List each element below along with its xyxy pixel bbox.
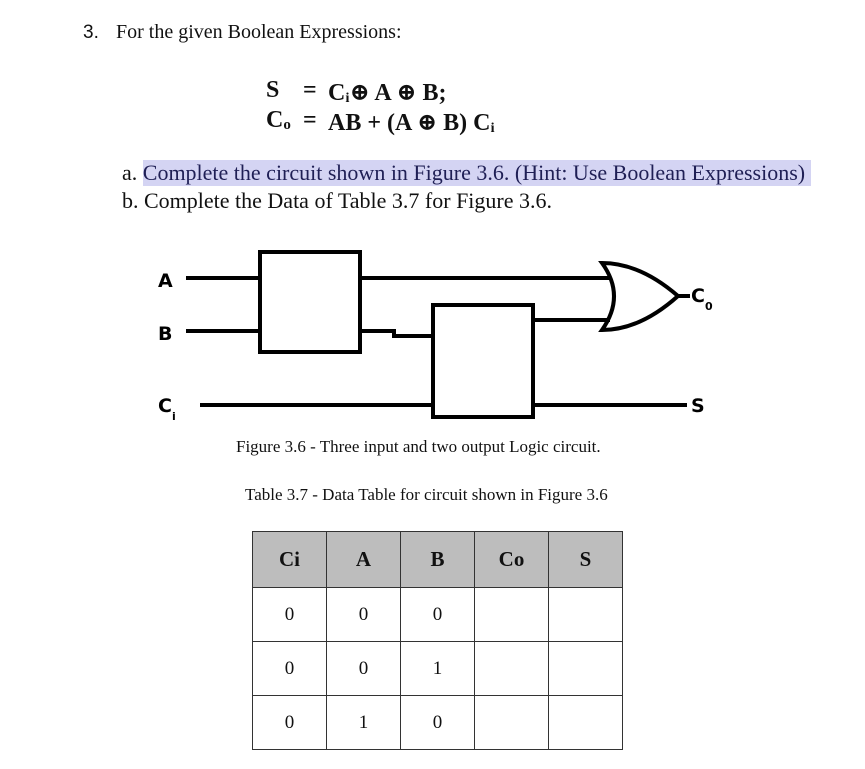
cell-s[interactable]: [549, 588, 623, 642]
output-label-co: C: [691, 285, 705, 307]
cell-s[interactable]: [549, 642, 623, 696]
cell-a: 0: [327, 642, 401, 696]
input-label-a: A: [158, 270, 173, 292]
cell-b: 1: [401, 642, 475, 696]
header-s: S: [549, 532, 623, 588]
or-gate-icon: [602, 263, 678, 330]
header-co: Co: [475, 532, 549, 588]
cell-ci: 0: [253, 642, 327, 696]
cell-s[interactable]: [549, 696, 623, 750]
cell-co[interactable]: [475, 642, 549, 696]
cell-b: 0: [401, 696, 475, 750]
logic-circuit-diagram: [140, 250, 740, 425]
part-a-instruction: a. Complete the circuit shown in Figure 3.6. (Hint: Use Boolean Expressions): [122, 160, 811, 186]
question-number: 3.: [83, 22, 99, 43]
part-b-instruction: b. Complete the Data of Table 3.7 for Figure 3.6.: [122, 188, 553, 213]
highlighted-text: Complete the circuit shown in Figure 3.6. (Hint: Use Boolean Expressions): [143, 160, 811, 186]
header-ci: Ci: [253, 532, 327, 588]
table-row: [253, 642, 623, 696]
equation-equals: =: [303, 77, 317, 103]
cell-co[interactable]: [475, 696, 549, 750]
cell-b: 0: [401, 588, 475, 642]
cell-ci: 0: [253, 696, 327, 750]
cell-ci: 0: [253, 588, 327, 642]
table-caption: Table 3.7 - Data Table for circuit shown in Figure 3.6: [245, 485, 608, 504]
empty-gate-box-1: [260, 252, 360, 352]
table-row: [253, 588, 623, 642]
output-label-s: S: [691, 395, 705, 417]
cell-a: 1: [327, 696, 401, 750]
equation-rhs: Cᵢ⊕ A ⊕ B;: [328, 80, 447, 106]
figure-caption: Figure 3.6 - Three input and two output Logic circuit.: [236, 437, 601, 456]
cell-co[interactable]: [475, 588, 549, 642]
table-row: [253, 696, 623, 750]
cell-a: 0: [327, 588, 401, 642]
equation-equals: =: [303, 107, 317, 133]
input-label-ci: C: [158, 395, 172, 417]
equation-rhs: AB + (A ⊕ B) Cᵢ: [328, 110, 495, 136]
wire-box1-to-box2: [360, 331, 433, 336]
empty-gate-box-2: [433, 305, 533, 417]
equation-lhs: S: [266, 77, 280, 103]
question-prompt: For the given Boolean Expressions:: [116, 21, 402, 43]
equation-lhs: Co: [266, 107, 291, 133]
output-label-co-sub: 0: [705, 300, 713, 313]
input-label-b: B: [158, 323, 173, 345]
truth-table: [252, 531, 623, 750]
header-a: A: [327, 532, 401, 588]
header-b: B: [401, 532, 475, 588]
table-header-row: [253, 532, 623, 588]
input-label-ci-sub: i: [172, 410, 176, 423]
